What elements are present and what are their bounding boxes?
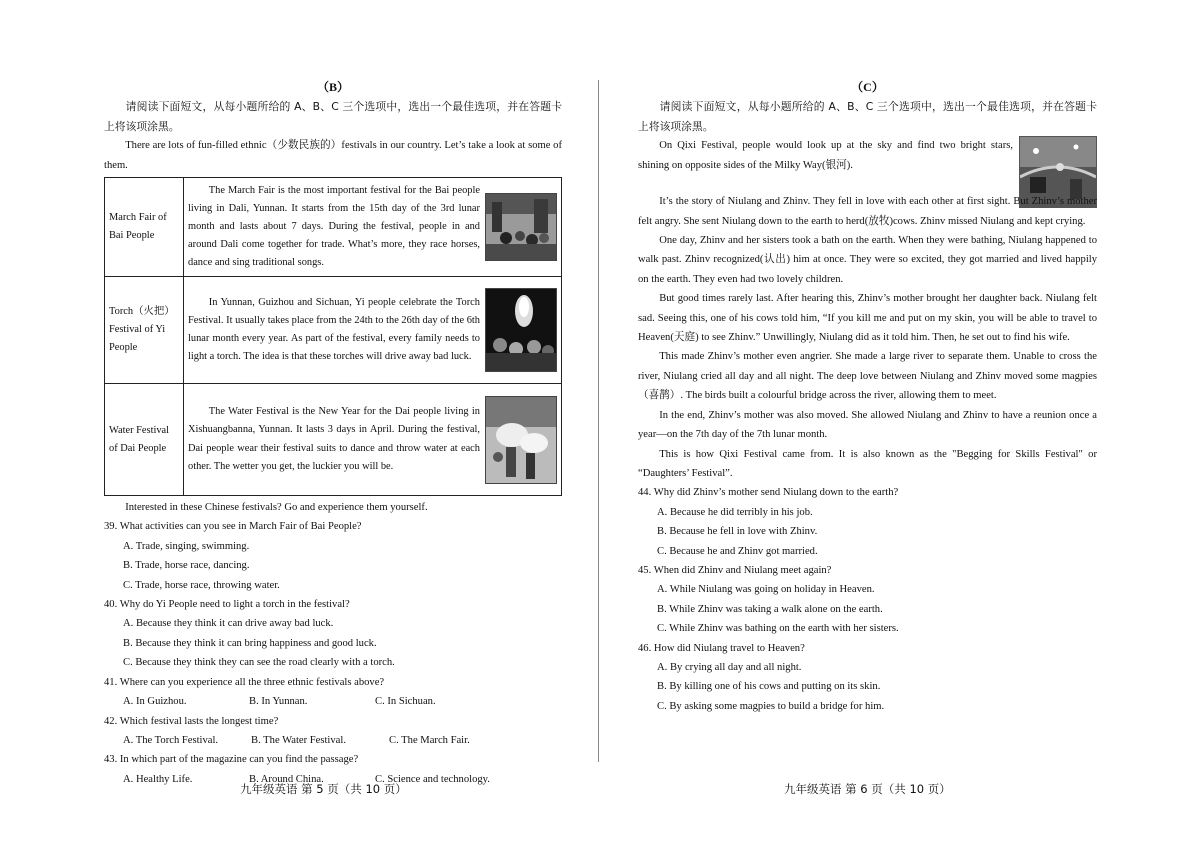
story-paragraph: It’s the story of Niulang and Zhinv. They fell in love with each other at first sight. But Zhinv’s mother felt angry. She sent Niulang down to the earth to herd(放牧)cows. Zhinv missed Niulang and kept crying. [638, 196, 1097, 227]
instruction-b: 请阅读下面短文，从每小题所给的 A、B、C 三个选项中，选出一个最佳选项，并在答题卡上将该项涂黑。 [104, 100, 562, 133]
option-c[interactable]: C. In Sichuan. [375, 696, 436, 708]
instruction-c: 请阅读下面短文，从每小题所给的 A、B、C 三个选项中，选出一个最佳选项，并在答题卡上将该项涂黑。 [638, 100, 1097, 133]
question-text: 43. In which part of the magazine can you find the passage? [104, 754, 359, 766]
festival-table [104, 177, 562, 496]
story-paragraph: This is how Qixi Festival came from. It is also known as the "Begging for Skills Festival" or “Daughters’ Festival”. [638, 448, 1097, 479]
question-text: 45. When did Zhinv and Niulang meet again? [638, 564, 832, 576]
festival-row [105, 178, 562, 277]
question-41 [104, 673, 562, 712]
option-b[interactable]: B. Trade, horse race, dancing. [123, 560, 250, 572]
story-paragraph: In the end, Zhinv’s mother was also moved. She allowed Niulang and Zhinv to have a reunion once a year—on the 7th day of the 7th lunar month. [638, 409, 1097, 441]
option-a[interactable]: A. The Torch Festival. [123, 734, 219, 746]
story-paragraph: On Qixi Festival, people would look up at the sky and find two bright stars, shining on opposite sides of the Milky Way(银河). [638, 140, 1013, 171]
question-text: 41. Where can you experience all the three ethnic festivals above? [104, 676, 385, 688]
option-c[interactable]: C. The March Fair. [389, 734, 470, 746]
option-a[interactable]: A. While Niulang was going on holiday in Heaven. [657, 584, 875, 596]
question-text: 40. Why do Yi People need to light a torch in the festival? [104, 599, 350, 611]
question-40 [104, 595, 562, 673]
festival-name: Water Festival of Dai People [105, 384, 184, 496]
water-festival-photo [485, 396, 557, 484]
festival-description: In Yunnan, Guizhou and Sichuan, Yi people celebrate the Torch Festival. It usually takes place from the 24th to the 26th day of the 6th lunar month every year. As part of the festival, every family needs to light a torch. The idea is that these torches will drive away bad luck. [188, 296, 480, 363]
question-44 [638, 483, 1097, 561]
option-b[interactable]: B. By killing one of his cows and putting on its skin. [657, 681, 881, 693]
option-b[interactable]: B. Around China. [249, 773, 324, 785]
option-a[interactable]: A. By crying all day and all night. [657, 661, 802, 673]
story-paragraph: But good times rarely last. After hearing this, Zhinv’s mother brought her daughter back. Niulang felt sad. Seeing this, one of his cows told him, “If you kill me and put on my skin, you will be able to travel to Heaven(天庭) to see Zhinv.” Unwillingly, Niulang did as it told him. Then, he set out to find his wife. [638, 293, 1097, 344]
option-c[interactable]: C. Because they think they can see the road clearly with a torch. [123, 657, 395, 669]
option-a[interactable]: A. In Guizhou. [123, 696, 187, 708]
option-c[interactable]: C. Trade, horse race, throwing water. [123, 579, 280, 591]
section-title-c: （C） [851, 80, 884, 94]
question-text: 46. How did Niulang travel to Heaven? [638, 642, 805, 654]
question-42 [104, 712, 562, 751]
question-46 [638, 639, 1097, 717]
question-45 [638, 561, 1097, 639]
story-paragraph: One day, Zhinv and her sisters took a bath on the earth. When they were bathing, Niulang happened to walk past. Zhinv recognized(认出) him at once. They were so excited, they got married and lived happily on the earth. They even had two lovely children. [638, 235, 1097, 285]
left-page [104, 78, 562, 789]
question-text: 42. Which festival lasts the longest time? [104, 715, 279, 727]
question-text: 39. What activities can you see in March Fair of Bai People? [104, 521, 362, 533]
festival-name: Torch（火把）Festival of Yi People [105, 277, 184, 384]
option-a[interactable]: A. Trade, singing, swimming. [123, 540, 250, 552]
festival-row [105, 277, 562, 384]
march-fair-photo [485, 193, 557, 261]
option-b[interactable]: B. In Yunnan. [249, 696, 308, 708]
question-text: 44. Why did Zhinv’s mother send Niulang down to the earth? [638, 487, 899, 499]
option-b[interactable]: B. While Zhinv was taking a walk alone on the earth. [657, 603, 883, 615]
page-footer-right: 九年级英语 第 6 页（共 10 页） [784, 782, 951, 796]
option-b[interactable]: B. Because he fell in love with Zhinv. [657, 526, 818, 538]
festival-description: The Water Festival is the New Year for the Dai people living in Xishuangbanna, Yunnan. It lasts 3 days in April. During the festival, Dai people wear their festival suits to dance and throw water at each other. The wetter you get, the luckier you will be. [188, 406, 480, 472]
torch-festival-photo [485, 288, 557, 372]
option-c[interactable]: C. By asking some magpies to build a bridge for him. [657, 700, 885, 712]
option-a[interactable]: A. Because he did terribly in his job. [657, 506, 813, 518]
option-c[interactable]: C. Because he and Zhinv got married. [657, 545, 818, 557]
option-c[interactable]: C. Science and technology. [375, 773, 490, 785]
page-footer-left: 九年级英语 第 5 页（共 10 页） [240, 782, 407, 796]
outro-paragraph: Interested in these Chinese festivals? Go and experience them yourself. [125, 502, 428, 514]
option-b[interactable]: B. The Water Festival. [251, 734, 346, 746]
festival-description: The March Fair is the most important festival for the Bai people living in Dali, Yunnan. It starts from the 15th day of the 3rd lunar month and lasts about 7 days. During the festival, people in and around Dali come together for trade. What’s more, they race horses, dance and sing traditional songs. [188, 184, 480, 269]
option-a[interactable]: A. Healthy Life. [123, 773, 193, 785]
festival-name: March Fair of Bai People [105, 178, 184, 277]
story-paragraph: This made Zhinv’s mother even angrier. She made a large river to separate them. Unable to cross the river, Niulang cried all day and all night. The deep love between Niulang and Zhinv moved some magpies（喜鹊）. The birds built a colourful bridge across the river, allowing them to meet. [638, 351, 1097, 402]
festival-row [105, 384, 562, 496]
page-divider [598, 80, 599, 762]
right-page [638, 78, 1097, 716]
option-c[interactable]: C. While Zhinv was bathing on the earth with her sisters. [657, 623, 899, 635]
option-b[interactable]: B. Because they think it can bring happiness and good luck. [123, 637, 377, 649]
section-title-b: （B） [316, 80, 349, 94]
intro-paragraph: There are lots of fun-filled ethnic（少数民族的）festivals in our country. Let’s take a look at some of them. [104, 140, 562, 171]
question-39 [104, 517, 562, 595]
option-a[interactable]: A. Because they think it can drive away bad luck. [123, 618, 334, 630]
